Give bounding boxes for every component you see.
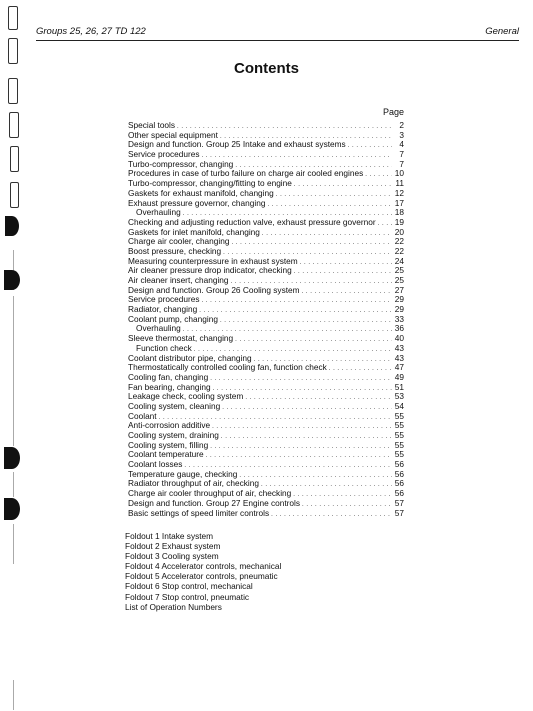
toc-dot-leader	[222, 402, 392, 412]
toc-entry	[128, 315, 404, 325]
toc-entry-title: Coolant losses	[128, 460, 183, 470]
toc-dot-leader	[235, 334, 392, 344]
binder-edge-marks	[2, 0, 26, 711]
toc-dot-leader	[183, 208, 392, 218]
toc-entry-page: 25	[394, 276, 404, 285]
toc-entry	[128, 257, 404, 267]
toc-dot-leader	[245, 392, 392, 402]
toc-entry-title: Charge air cooler, changing	[128, 237, 230, 247]
punch-hole-mark	[4, 447, 20, 469]
toc-entry	[128, 169, 404, 179]
toc-dot-leader	[220, 131, 392, 141]
toc-dot-leader	[223, 247, 392, 257]
toc-entry	[128, 363, 404, 373]
toc-entry-page: 12	[394, 188, 404, 198]
toc-entry-page: 43	[394, 343, 404, 353]
toc-entry-title: Overhauling	[136, 208, 181, 218]
toc-entry-title: Radiator throughput of air, checking	[128, 479, 259, 489]
toc-entry	[128, 392, 404, 402]
foldout-list	[125, 531, 281, 602]
toc-entry-title: Radiator, changing	[128, 305, 198, 315]
toc-entry-page: 2	[399, 121, 404, 130]
toc-entry-page: 29	[394, 295, 404, 305]
toc-entry-page: 20	[394, 227, 404, 237]
toc-dot-leader	[293, 489, 392, 499]
toc-entry	[128, 402, 404, 412]
binder-line	[13, 680, 14, 710]
toc-dot-leader	[212, 421, 392, 431]
toc-dot-leader	[378, 218, 392, 228]
toc-entry-title: Gaskets for exhaust manifold, changing	[128, 188, 274, 198]
toc-entry-title: Cooling system, cleaning	[128, 401, 221, 411]
foldout-item: Foldout 5 Accelerator controls, pneumatic	[125, 571, 278, 582]
toc-entry-page: 55	[394, 440, 404, 450]
toc-entry-page: 22	[394, 237, 404, 247]
toc-entry-page: 56	[394, 469, 404, 479]
toc-entry-page: 57	[394, 498, 404, 508]
toc-dot-leader	[276, 189, 392, 199]
toc-entry-page: 7	[399, 159, 404, 169]
foldout-item: Foldout 2 Exhaust system	[125, 541, 221, 552]
page-title: Contents	[234, 60, 299, 77]
toc-dot-leader	[329, 363, 392, 373]
toc-dot-leader	[231, 276, 392, 286]
toc-entry-page: 19	[394, 217, 404, 227]
header-section-label: General	[485, 26, 519, 37]
toc-entry-title: Cooling system, filling	[128, 440, 209, 450]
foldout-item: Foldout 3 Cooling system	[125, 551, 219, 562]
toc-entry-page: 55	[394, 431, 404, 440]
toc-entry-page: 25	[394, 266, 404, 276]
toc-entry	[128, 479, 404, 489]
binder-line	[13, 472, 14, 497]
toc-entry-page: 40	[394, 334, 404, 344]
toc-entry	[128, 179, 404, 189]
toc-entry-title: Measuring counterpressure in exhaust system	[128, 256, 298, 266]
punch-hole-mark	[4, 270, 20, 290]
toc-entry-title: Anti-corrosion additive	[128, 421, 211, 431]
toc-entry-title: Leakage check, cooling system	[128, 392, 244, 402]
toc-dot-leader	[183, 324, 392, 334]
toc-entry	[128, 237, 404, 247]
binder-tab-mark	[8, 6, 18, 30]
toc-entry-title: Charge air cooler throughput of air, checking	[128, 489, 292, 499]
toc-entry	[128, 160, 404, 170]
toc-entry	[128, 266, 404, 276]
toc-dot-leader	[302, 286, 392, 296]
toc-entry	[128, 354, 404, 364]
toc-dot-leader	[267, 199, 392, 209]
toc-entry	[128, 509, 404, 519]
binder-tab-mark	[8, 78, 18, 104]
toc-entry-page: 56	[394, 479, 404, 489]
toc-entry-page: 53	[394, 392, 404, 402]
toc-entry	[128, 421, 404, 431]
toc-entry-page: 47	[394, 363, 404, 373]
toc-entry	[128, 373, 404, 383]
toc-entry-title: Design and function. Group 25 Intake and exhaust systems	[128, 140, 346, 150]
toc-entry-page: 55	[394, 421, 404, 431]
punch-hole-mark	[5, 216, 19, 236]
toc-entry	[128, 441, 404, 451]
toc-entry	[128, 286, 404, 296]
toc-entry-title: Other special equipment	[128, 130, 218, 140]
toc-dot-leader	[201, 295, 392, 305]
binder-tab-mark	[10, 182, 19, 208]
toc-entry-title: Coolant	[128, 411, 157, 421]
toc-dot-leader	[201, 150, 392, 160]
toc-entry	[128, 276, 404, 286]
operation-numbers-link: List of Operation Numbers	[125, 602, 222, 612]
toc-entry	[128, 431, 404, 441]
toc-entry-page: 3	[399, 130, 404, 140]
toc-entry-title: Coolant distributor pipe, changing	[128, 353, 252, 363]
toc-entry	[128, 199, 404, 209]
toc-entry-title: Service procedures	[128, 295, 200, 305]
toc-entry-title: Air cleaner insert, changing	[128, 276, 229, 285]
toc-entry-title: Coolant temperature	[128, 450, 204, 460]
toc-entry-page: 54	[394, 401, 404, 411]
toc-entry-page: 17	[394, 198, 404, 208]
toc-entry	[128, 305, 404, 315]
toc-entry-page: 4	[399, 140, 404, 150]
toc-entry-page: 11	[395, 179, 404, 189]
toc-entry-page: 27	[394, 285, 404, 295]
toc-entry	[128, 121, 404, 131]
toc-entry-page: 57	[394, 508, 404, 518]
toc-entry	[128, 460, 404, 470]
foldout-item: Foldout 7 Stop control, pneumatic	[125, 591, 250, 602]
toc-entry-page: 33	[394, 314, 404, 324]
foldout-item: Foldout 6 Stop control, mechanical	[125, 581, 253, 592]
toc-entry-page: 55	[394, 411, 404, 421]
toc-dot-leader	[300, 257, 392, 267]
toc-dot-leader	[254, 354, 392, 364]
toc-entry-page: 29	[394, 305, 404, 315]
table-of-contents	[128, 121, 404, 518]
toc-entry-title: Boost pressure, checking	[128, 246, 222, 256]
toc-entry-page: 51	[394, 382, 404, 392]
toc-entry-title: Function check	[136, 343, 192, 353]
toc-entry-page: 55	[394, 450, 404, 460]
toc-entry-title: Procedures in case of turbo failure on charge air cooled engines	[128, 169, 364, 179]
binder-tab-mark	[9, 112, 19, 138]
toc-dot-leader	[302, 499, 392, 509]
toc-dot-leader	[262, 228, 392, 238]
toc-entry-title: Checking and adjusting reduction valve, exhaust pressure governor	[128, 217, 376, 227]
toc-entry-title: Cooling fan, changing	[128, 372, 209, 382]
toc-entry-title: Exhaust pressure governor, changing	[128, 198, 266, 208]
toc-entry-title: Thermostatically controlled cooling fan, function check	[128, 363, 327, 373]
toc-entry-page: 18	[394, 208, 404, 218]
toc-entry-title: Basic settings of speed limiter controls	[128, 508, 270, 518]
toc-dot-leader	[365, 169, 392, 179]
toc-entry-title: Turbo-compressor, changing	[128, 159, 234, 169]
toc-entry	[128, 470, 404, 480]
binder-line	[13, 296, 14, 446]
toc-entry-page: 36	[394, 324, 404, 334]
foldout-item: Foldout 4 Accelerator controls, mechanical	[125, 561, 282, 572]
toc-entry-title: Service procedures	[128, 150, 200, 160]
toc-entry-page: 7	[399, 150, 404, 160]
toc-entry-title: Cooling system, draining	[128, 431, 219, 440]
toc-dot-leader	[221, 431, 392, 441]
toc-entry-page: 43	[394, 353, 404, 363]
toc-entry-page: 49	[394, 372, 404, 382]
toc-entry-title: Sleeve thermostat, changing	[128, 334, 234, 344]
toc-entry	[128, 295, 404, 305]
toc-dot-leader	[235, 160, 392, 170]
toc-entry-page: 56	[394, 460, 404, 470]
toc-dot-leader	[177, 121, 392, 131]
toc-entry	[128, 150, 404, 160]
toc-entry-title: Coolant pump, changing	[128, 314, 218, 324]
toc-entry	[128, 334, 404, 344]
toc-dot-leader	[348, 140, 392, 150]
toc-dot-leader	[294, 179, 392, 189]
toc-dot-leader	[199, 305, 392, 315]
toc-dot-leader	[159, 412, 392, 422]
toc-dot-leader	[210, 373, 392, 383]
toc-entry-title: Fan bearing, changing	[128, 382, 211, 392]
toc-entry	[128, 247, 404, 257]
toc-entry-title: Design and function. Group 27 Engine controls	[128, 498, 301, 508]
punch-hole-mark	[4, 498, 20, 520]
toc-dot-leader	[220, 315, 392, 325]
toc-dot-leader	[271, 509, 392, 519]
toc-entry	[128, 189, 404, 199]
toc-entry	[128, 208, 404, 218]
toc-entry	[128, 499, 404, 509]
toc-dot-leader	[231, 237, 392, 247]
toc-entry-page: 22	[394, 246, 404, 256]
binder-tab-mark	[10, 146, 19, 172]
page-column-heading: Page	[382, 107, 404, 117]
toc-entry	[128, 344, 404, 354]
toc-entry-title: Turbo-compressor, changing/fitting to engine	[128, 179, 292, 189]
toc-entry-title: Temperature gauge, checking	[128, 469, 238, 479]
toc-entry-title: Special tools	[128, 121, 176, 130]
toc-dot-leader	[206, 450, 392, 460]
header-rule	[36, 40, 519, 41]
page-header	[36, 26, 519, 40]
toc-dot-leader	[213, 383, 392, 393]
toc-entry-page: 10	[394, 169, 404, 179]
toc-dot-leader	[210, 441, 392, 451]
header-groups-label: Groups 25, 26, 27 TD 122	[36, 26, 146, 37]
toc-entry-title: Gaskets for inlet manifold, changing	[128, 227, 260, 237]
toc-entry	[128, 228, 404, 238]
toc-entry	[128, 131, 404, 141]
toc-dot-leader	[294, 266, 392, 276]
toc-entry	[128, 218, 404, 228]
toc-dot-leader	[261, 479, 392, 489]
toc-dot-leader	[239, 470, 392, 480]
toc-entry-page: 24	[394, 256, 404, 266]
toc-entry	[128, 450, 404, 460]
toc-entry	[128, 324, 404, 334]
toc-entry-page: 56	[394, 489, 404, 499]
toc-dot-leader	[184, 460, 392, 470]
toc-entry-title: Overhauling	[136, 324, 181, 334]
toc-entry	[128, 140, 404, 150]
toc-dot-leader	[194, 344, 392, 354]
toc-entry-title: Design and function. Group 26 Cooling system	[128, 285, 300, 295]
toc-entry	[128, 412, 404, 422]
toc-entry-title: Air cleaner pressure drop indicator, checking	[128, 266, 292, 276]
binder-line	[13, 524, 14, 564]
toc-entry	[128, 383, 404, 393]
foldout-item: Foldout 1 Intake system	[125, 531, 214, 541]
toc-entry	[128, 489, 404, 499]
